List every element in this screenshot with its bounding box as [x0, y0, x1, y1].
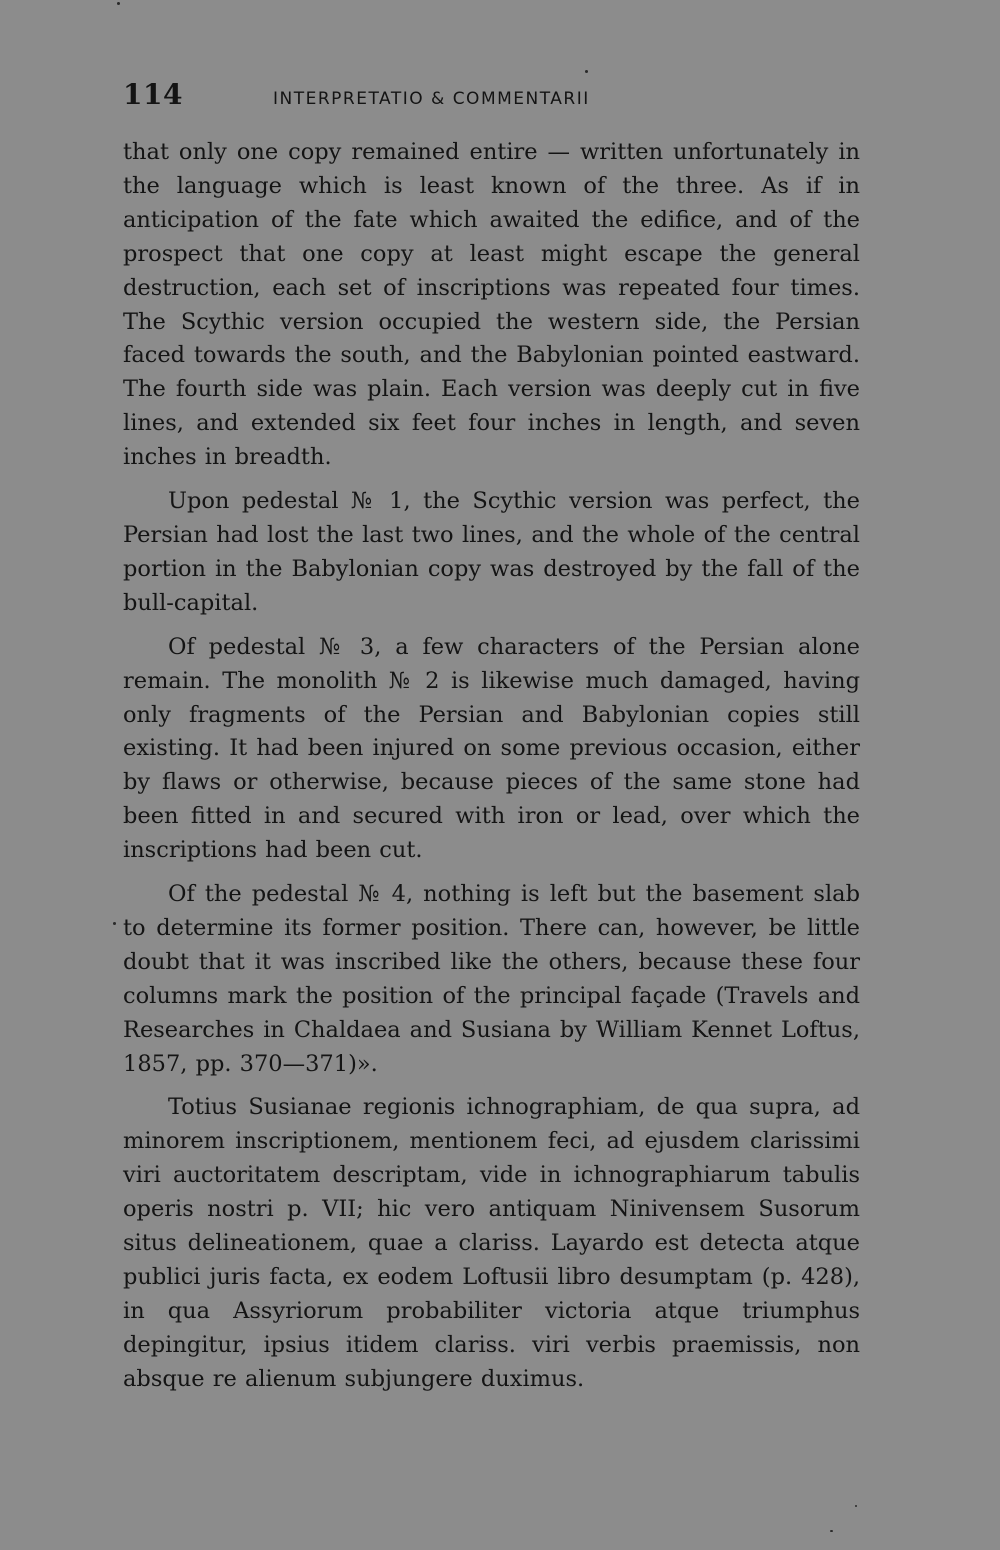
scan-speck — [117, 2, 120, 5]
book-page — [123, 78, 860, 1397]
scan-speck — [830, 1530, 833, 1532]
scan-speck — [585, 70, 588, 73]
running-title: INTERPRETATIO & COMMENTARII — [273, 89, 590, 109]
running-head — [123, 78, 860, 118]
page-number: 114 — [123, 78, 183, 111]
text-body — [123, 136, 860, 1397]
paragraph-pedestal-4: Of the pedestal № 4, nothing is left but the basement slab to determine its former position. There can, however, be little doubt that it was inscribed like the others, because these four columns mark the position of the principal façade (Travels and Researches in Chaldaea and Susiana by William Kennet Loftus, 1857, pp. 370—371)». — [123, 881, 860, 1077]
paragraph-continued: that only one copy remained entire — written unfortunately in the language which is least known of the three. As if in anticipation of the fate which awaited the edifice, and of the prospect that one copy at least might escape the general destruction, each set of inscriptions was repeated four times. The Scythic version occupied the western side, the Persian faced towards the south, and the Babylonian pointed eastward. The fourth side was plain. Each version was deeply cut in five lines, and extended six feet four inches in length, and seven inches in breadth. — [123, 139, 860, 471]
scan-speck — [855, 1505, 857, 1507]
paragraph-pedestal-3: Of pedestal № 3, a few characters of the Persian alone remain. The monolith № 2 is likewise much damaged, having only fragments of the Persian and Babylonian copies still existing. It had been injured on some previous occasion, either by flaws or otherwise, because pieces of the same stone had been fitted in and secured with iron or lead, over which the inscriptions had been cut. — [123, 633, 860, 864]
scan-speck — [113, 922, 116, 925]
paragraph-pedestal-1: Upon pedestal № 1, the Scythic version was perfect, the Persian had lost the last two lines, and the whole of the central portion in the Babylonian copy was destroyed by the fall of the bull-capital. — [123, 488, 860, 616]
paragraph-latin-commentary: Totius Susianae regionis ichnographiam, de qua supra, ad minorem inscriptionem, mentionem feci, ad ejusdem clarissimi viri auctoritatem descriptam, vide in ichnographiarum tabulis operis nostri p. VII; hic vero antiquam Ninivensem Susorum situs delineationem, quae a clariss. Layardo est detecta atque publici juris facta, ex eodem Loftusii libro desumptam (p. 428), in qua Assyriorum probabiliter victoria atque triumphus depingitur, ipsius itidem clariss. viri verbis praemissis, non absque re alienum subjungere duximus. — [123, 1094, 860, 1392]
